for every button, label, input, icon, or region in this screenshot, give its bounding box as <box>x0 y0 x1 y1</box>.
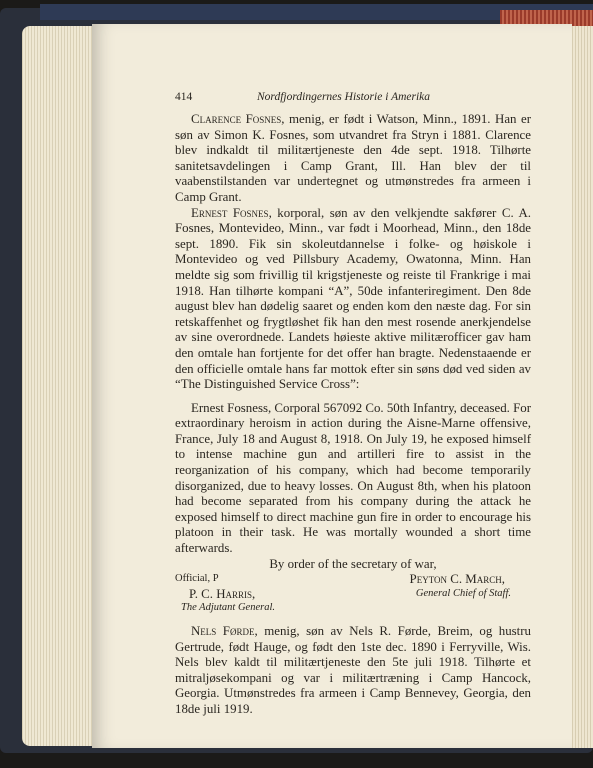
entry-text: korporal, søn av den velkjendte sakfører C. A. Fosnes, Montevideo, Minn., var født i Moorhead, Minn., den 18de sept. 1890. Fik sin skoleutdannelse i folke- og høiskole i Montevideo og ved Pillsbury Academy, Owatonna, Minn. Han meldte sig som frivillig til krigstjeneste og reiste til Frankrige i mai 1918. Han tilhørte kompani “A”, 50de infanteriregiment. Den 8de august blev han dødelig saaret og enden kom den næste dag. For sin retskaffenhet og frygtløshet fik han den mest rosende anerkjendelse av sine overordnede. Landets høieste aktive militærofficer gav ham den omtale han fortjente for det offer han bragte. Nedenstaaende er den officielle omtale hans far mottok efter sin søns død ved siden av “The Distinguished Service Cross”: <box>175 205 532 392</box>
signer-right: Peyton C. March, <box>409 572 505 587</box>
entry-name: Nels Førde, <box>191 624 258 638</box>
entry-clarence-fosnes <box>175 112 531 206</box>
title-right: General Chief of Staff. <box>415 587 511 599</box>
entry-name: Clarence Fosnes, <box>191 112 285 126</box>
page-content <box>175 90 531 718</box>
page-number: 414 <box>175 91 193 103</box>
left-page-stack <box>22 26 102 746</box>
entry-ernest-fosnes <box>175 206 531 393</box>
entry-text: menig, er født i Watson, Minn., 1891. Han er søn av Simon K. Fosnes, som utvandret fra Stryn i 1881. Clarence blev indkaldt til militærtjeneste den 4de sept. 1918. Tilhørte sanitetsavdelingen i Camp Grant, Ill. Han blev der til vaabenstilstanden var undertegnet og utmønstredes fra armeen i Camp Grant. <box>175 112 532 204</box>
title-left: The Adjutant General. <box>181 602 276 614</box>
official-label: Official, P <box>175 573 219 585</box>
entry-text: menig, søn av Nels R. Førde, Breim, og hustru Gertrude, født Hauge, og født den 1ste dec. 1890 i Ferryville, Wis. Nels blev kaldt til militærtjeneste den 5te juli 1918. Tilhørte et mitraljøsekompani og var i militærtræning i Camp Hancock, Georgia. Utmønstredes fra armeen i Camp Bennevey, Georgia, den 18de juli 1919. <box>175 624 531 716</box>
citation-order-line: By order of the secretary of war, <box>269 556 437 571</box>
entry-nels-forde <box>175 624 531 718</box>
entry-name: Ernest Fosnes, <box>191 205 272 220</box>
citation-text: Ernest Fosness, Corporal 567092 Co. 50th Infantry, deceased. For extraordinary heroism in action during the Aisne-Marne offensive, France, July 18 and August 8, 1918. On July 19, he exposed himself to intense machine gun and artilleri fire to assist in the reorganization of his company, which had become temporarily disorganized, due to heavy losses. On August 8th, when his platoon had become separated from his company during the attack he exposed himself to direct machine gun fire in order to encourage his platoon in their task. He was mortally wounded a short time afterwards. <box>175 400 531 556</box>
spacer <box>175 393 531 401</box>
page-header <box>175 90 531 112</box>
spacer <box>175 616 531 624</box>
signature-block <box>175 572 531 616</box>
running-title: Nordfjordingernes Historie i Amerika <box>257 91 431 103</box>
signer-left: P. C. Harris, <box>189 586 256 601</box>
